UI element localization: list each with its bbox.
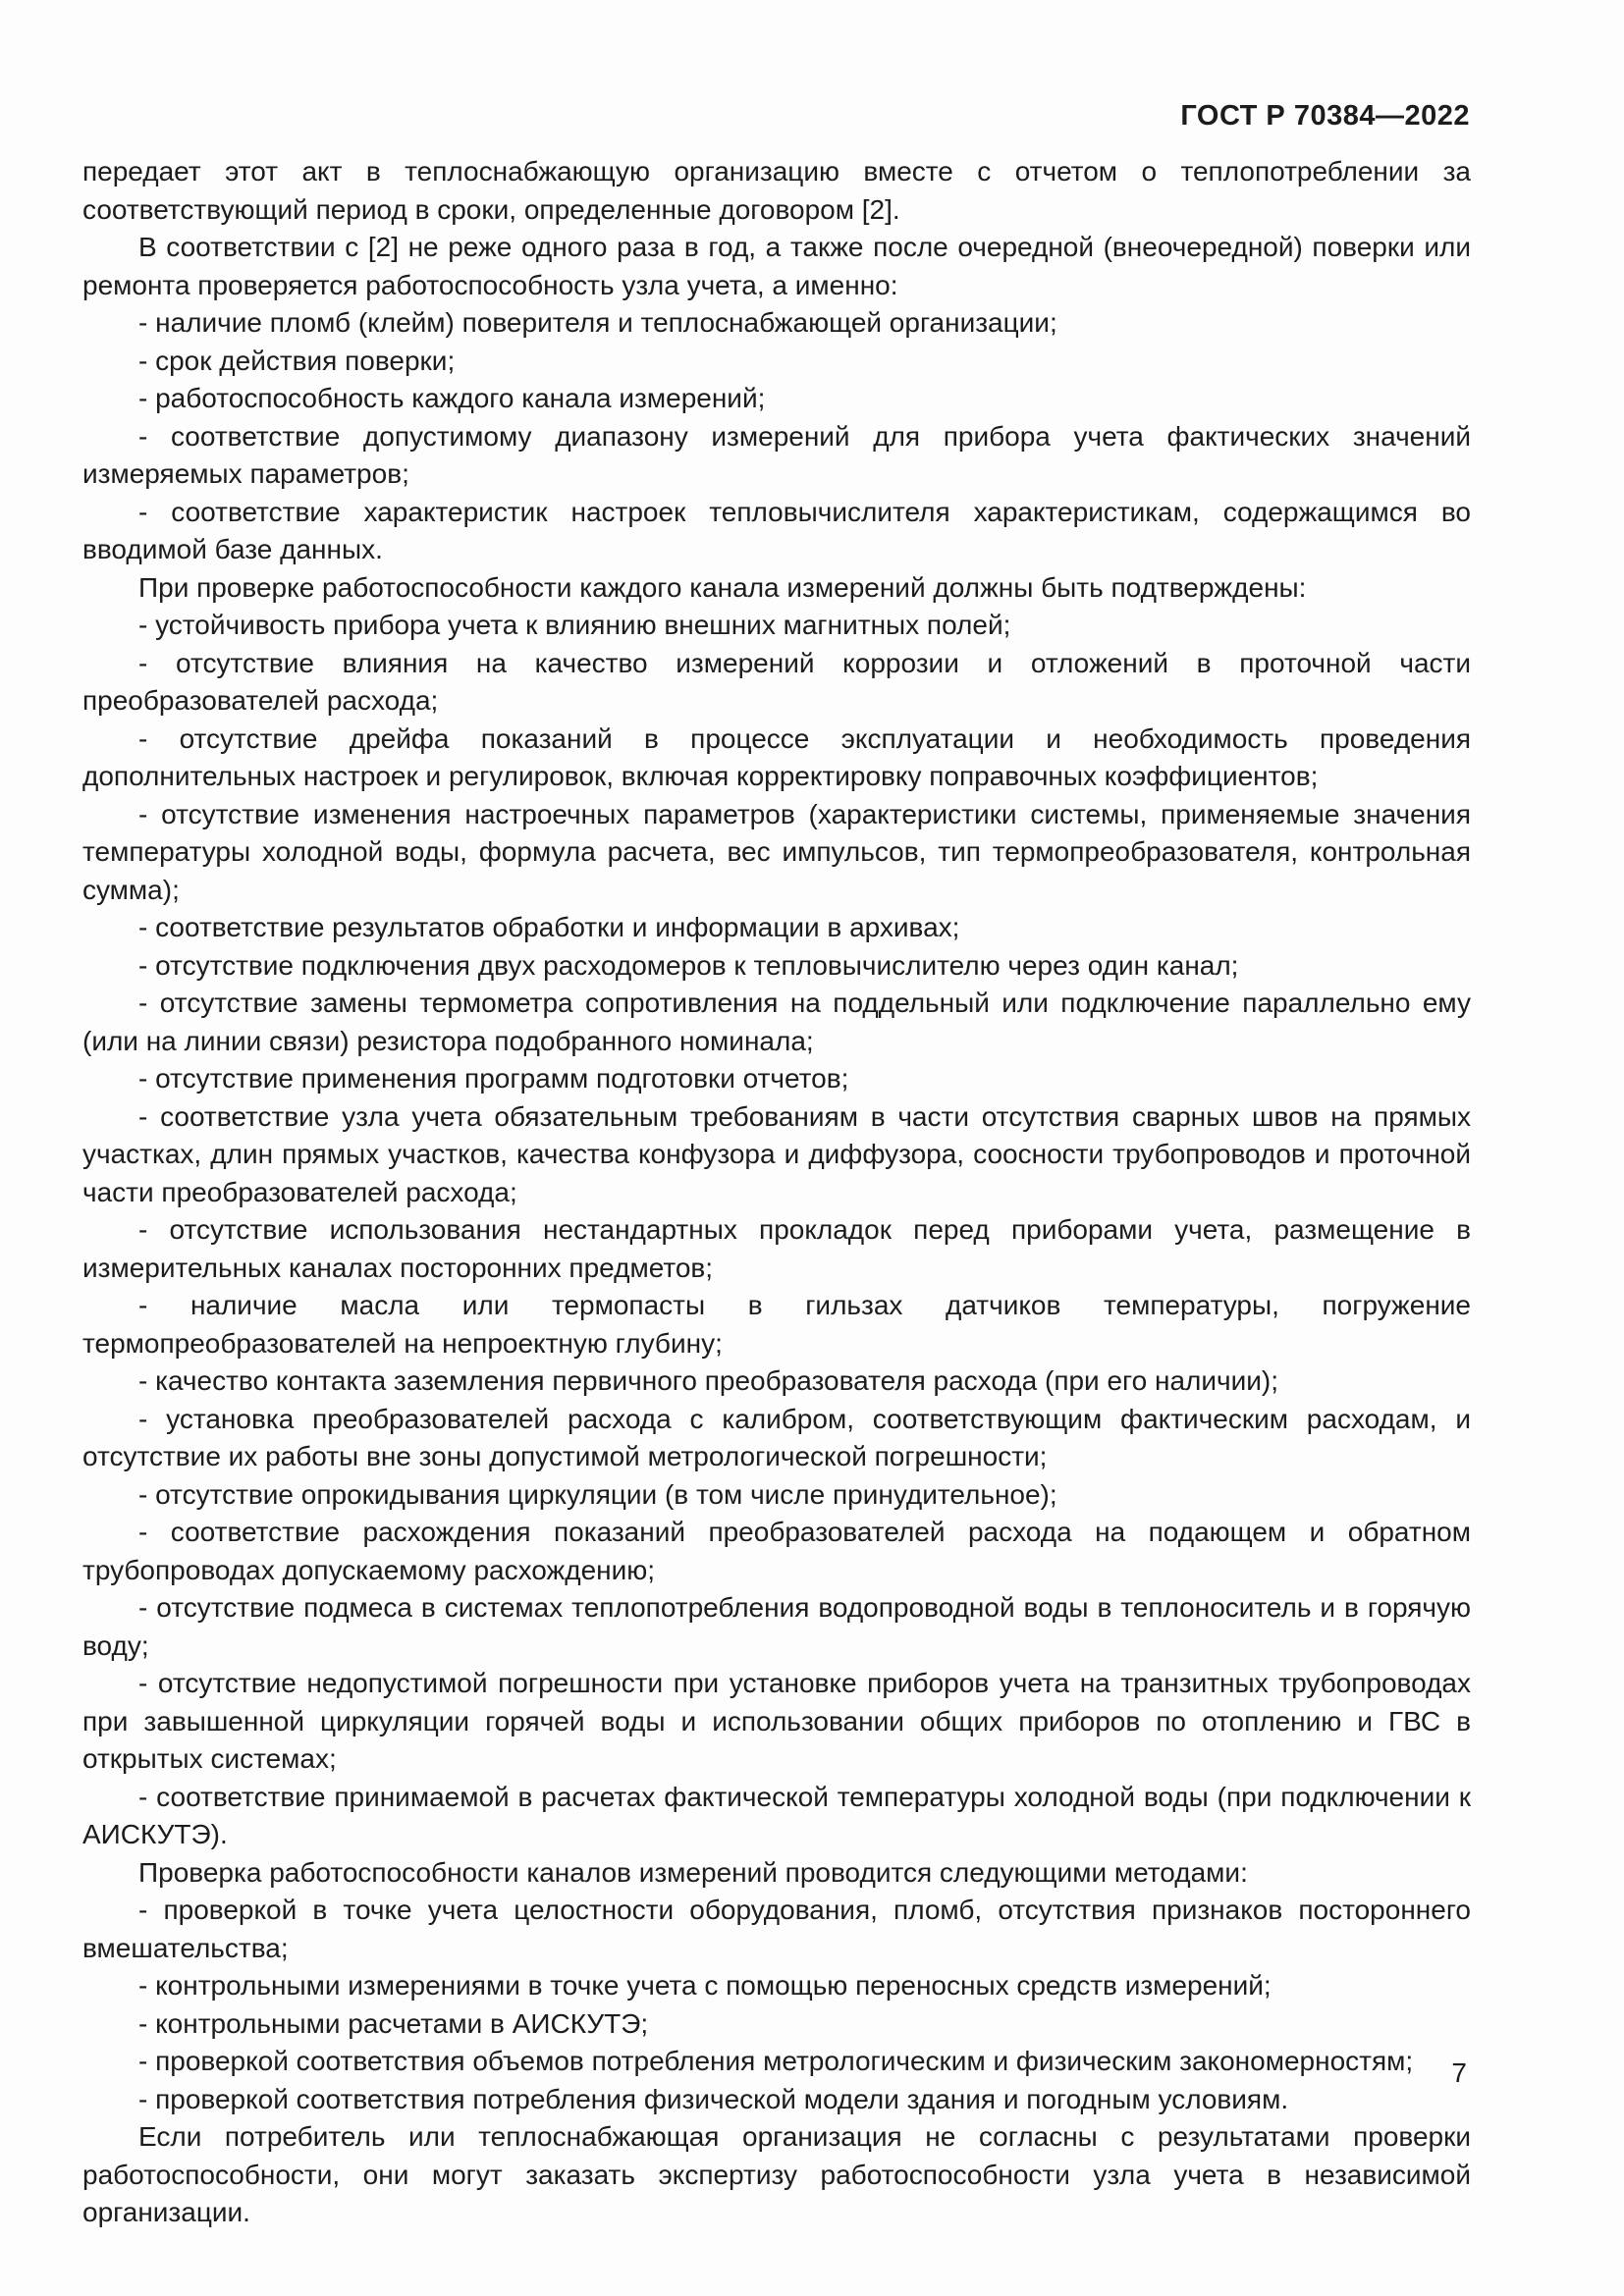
paragraph: передает этот акт в теплоснабжающую организацию вместе с отчетом о теплопотреблении за соответствующий период в сроки, определенные договором [2]. <box>82 156 1471 225</box>
list-item: - контрольными измерениями в точке учета с помощью переносных средств измерений; <box>138 1970 1272 2001</box>
list-item: - соответствие результатов обработки и информации в архивах; <box>138 912 960 942</box>
list-item: - установка преобразователей расхода с калибром, соответствующим фактическим расходам, и отсутствие их работы вне зоны допустимой метрологической погрешности; <box>82 1403 1471 1471</box>
list-item: - устойчивость прибора учета к влиянию внешних магнитных полей; <box>138 610 1011 640</box>
list-item: - качество контакта заземления первичного преобразователя расхода (при его наличии); <box>138 1365 1278 1396</box>
document-body <box>82 153 1471 2232</box>
paragraph: Проверка работоспособности каналов измерений проводится следующими методами: <box>138 1856 1248 1888</box>
list-item: - отсутствие недопустимой погрешности при установке приборов учета на транзитных трубопроводах при завышенной циркуляции горячей воды и использовании общих приборов по отоплению и ГВС в открытых системах; <box>82 1668 1471 1774</box>
page-number: 7 <box>1451 2057 1467 2088</box>
list-item: - работоспособность каждого канала измерений; <box>138 383 766 413</box>
list-item: - срок действия поверки; <box>138 345 456 376</box>
list-item: - отсутствие дрейфа показаний в процессе эксплуатации и необходимость проведения дополнительных настроек и регулировок, включая корректировку поправочных коэффициентов; <box>82 722 1471 791</box>
list-item: - соответствие расхождения показаний преобразователей расхода на подающем и обратном трубопроводах допускаемому расхождению; <box>82 1517 1471 1585</box>
list-item: - соответствие узла учета обязательным требованиям в части отсутствия сварных швов на прямых участках, длин прямых участков, качества конфузора и диффузора, соосности трубопроводов и проточной части преобразователей расхода; <box>82 1100 1471 1207</box>
list-item: - отсутствие подмеса в системах теплопотребления водопроводной воды в теплоноситель и в горячую воду; <box>82 1592 1471 1661</box>
paragraph: В соответствии с [2] не реже одного раза в год, а также после очередной (внеочередной) поверки или ремонта проверяется работоспособность узла учета, а именно: <box>82 232 1471 300</box>
list-item: - отсутствие влияния на качество измерений коррозии и отложений в проточной части преобразователей расхода; <box>82 647 1471 716</box>
list-item: - контрольными расчетами в АИСКУТЭ; <box>138 2007 649 2039</box>
list-item: - проверкой в точке учета целостности оборудования, пломб, отсутствия признаков постороннего вмешательства; <box>82 1895 1471 1963</box>
list-item: - соответствие принимаемой в расчетах фактической температуры холодной воды (при подключении к АИСКУТЭ). <box>82 1781 1471 1849</box>
paragraph: При проверке работоспособности каждого канала измерений должны быть подтверждены: <box>138 571 1307 603</box>
list-item: - проверкой соответствия объемов потребления метрологическим и физическим закономерностям; <box>138 2046 1414 2076</box>
list-item: - отсутствие использования нестандартных прокладок перед приборами учета, размещение в измерительных каналах посторонних предметов; <box>82 1214 1471 1283</box>
list-item: - отсутствие опрокидывания циркуляции (в том числе принудительное); <box>138 1478 1057 1510</box>
list-item: - проверкой соответствия потребления физической модели здания и погодным условиям. <box>138 2083 1289 2114</box>
list-item: - отсутствие применения программ подготовки отчетов; <box>138 1063 849 1094</box>
paragraph: Если потребитель или теплоснабжающая организация не согласны с результатами проверки работоспособности, они могут заказать экспертизу работоспособности узла учета в независимой организации. <box>82 2121 1471 2227</box>
list-item: - наличие пломб (клейм) поверителя и теплоснабжающей организации; <box>138 307 1057 338</box>
list-item: - соответствие допустимому диапазону измерений для прибора учета фактических значений измеряемых параметров; <box>82 420 1471 489</box>
list-item: - отсутствие изменения настроечных параметров (характеристики системы, применяемые значения температуры холодной воды, формула расчета, вес импульсов, тип термопреобразователя, контрольная сумма); <box>82 798 1471 905</box>
list-item: - отсутствие замены термометра сопротивления на поддельный или подключение параллельно ему (или на линии связи) резистора подобранного номинала; <box>82 988 1471 1056</box>
list-item: - соответствие характеристик настроек тепловычислителя характеристикам, содержащимся во вводимой базе данных. <box>82 496 1471 564</box>
list-item: - наличие масла или термопасты в гильзах датчиков температуры, погружение термопреобразователей на непроектную глубину; <box>82 1290 1471 1359</box>
document-header: ГОСТ Р 70384—2022 <box>1180 100 1470 132</box>
list-item: - отсутствие подключения двух расходомеров к тепловычислителю через один канал; <box>138 949 1239 981</box>
